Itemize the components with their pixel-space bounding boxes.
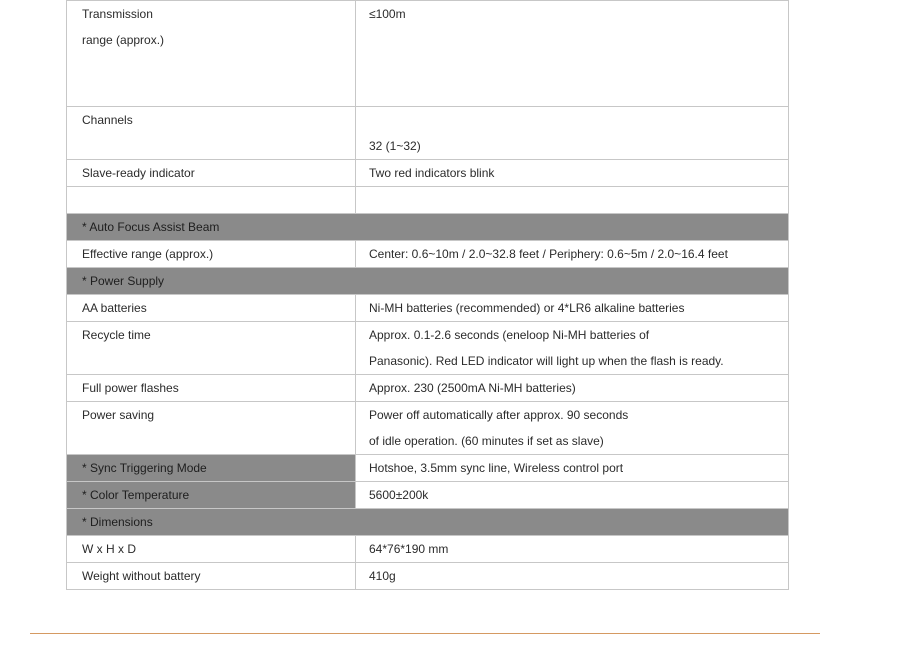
spec-row <box>67 563 789 590</box>
section-title <box>67 509 789 536</box>
spec-table-body <box>67 1 789 590</box>
section-title <box>67 268 789 295</box>
cell-line: range (approx.) <box>82 33 165 47</box>
cell-line: Transmission <box>82 7 153 21</box>
cell-line: Power off automatically after approx. 90 seconds <box>369 408 629 422</box>
cell-line: Panasonic). Red LED indicator will light up when the flash is ready. <box>369 354 724 368</box>
spec-row <box>67 187 789 214</box>
spec-row <box>67 295 789 322</box>
cell-line: Approx. 0.1-2.6 seconds (eneloop Ni-MH batteries of <box>369 328 650 342</box>
cell-line: Channels <box>82 113 133 127</box>
cell-line: Hotshoe, 3.5mm sync line, Wireless control port <box>369 461 624 475</box>
spec-value-cell <box>356 1 789 107</box>
spec-value-cell <box>356 107 789 160</box>
spec-value-cell <box>356 536 789 563</box>
cell-line: Center: 0.6~10m / 2.0~32.8 feet / Periphery: 0.6~5m / 2.0~16.4 feet <box>369 247 728 261</box>
cell-line: Full power flashes <box>82 381 179 395</box>
spec-value-cell <box>356 402 789 455</box>
spec-value-cell <box>356 241 789 268</box>
spec-row <box>67 107 789 160</box>
footer-rule <box>30 633 820 634</box>
cell-line: Two red indicators blink <box>369 166 495 180</box>
spec-row <box>67 1 789 107</box>
section-title-text: * Dimensions <box>82 515 153 529</box>
section-label-cell <box>67 455 356 482</box>
spec-value-cell <box>356 375 789 402</box>
section-title <box>67 214 789 241</box>
cell-line: 32 (1~32) <box>369 139 421 153</box>
spec-value-cell <box>356 455 789 482</box>
cell-line <box>82 187 355 213</box>
cell-line: AA batteries <box>82 301 147 315</box>
spec-row <box>67 241 789 268</box>
spec-label-cell <box>67 322 356 375</box>
cell-line: 5600±200k <box>369 488 429 502</box>
cell-line: * Sync Triggering Mode <box>82 461 207 475</box>
spec-value-cell <box>356 563 789 590</box>
spec-label-cell <box>67 375 356 402</box>
cell-line: 64*76*190 mm <box>369 542 449 556</box>
spec-label-cell <box>67 536 356 563</box>
spec-value-cell <box>356 322 789 375</box>
spec-row <box>67 375 789 402</box>
spec-row <box>67 482 789 509</box>
cell-line: Effective range (approx.) <box>82 247 214 261</box>
spec-row <box>67 455 789 482</box>
spec-label-cell <box>67 160 356 187</box>
spec-value-cell <box>356 482 789 509</box>
cell-line <box>369 107 788 133</box>
cell-line: Recycle time <box>82 328 151 342</box>
spec-label-cell <box>67 295 356 322</box>
spec-label-cell <box>67 107 356 160</box>
section-title-text: * Auto Focus Assist Beam <box>82 220 220 234</box>
cell-line: 410g <box>369 569 396 583</box>
cell-line: Approx. 230 (2500mA Ni-MH batteries) <box>369 381 576 395</box>
spec-value-cell <box>356 187 789 214</box>
spec-label-cell <box>67 563 356 590</box>
spec-row <box>67 536 789 563</box>
spec-row <box>67 402 789 455</box>
section-label-cell <box>67 482 356 509</box>
cell-line: W x H x D <box>82 542 136 556</box>
cell-line: Slave-ready indicator <box>82 166 195 180</box>
spec-label-cell <box>67 402 356 455</box>
spec-table <box>66 0 789 590</box>
spec-value-cell <box>356 160 789 187</box>
cell-line <box>369 187 788 213</box>
cell-line: ≤100m <box>369 7 406 21</box>
spec-value-cell <box>356 295 789 322</box>
section-header-row <box>67 214 789 241</box>
spec-row <box>67 322 789 375</box>
cell-line: Ni-MH batteries (recommended) or 4*LR6 alkaline batteries <box>369 301 685 315</box>
cell-line: Weight without battery <box>82 569 201 583</box>
section-header-row <box>67 509 789 536</box>
cell-line: Power saving <box>82 408 155 422</box>
spec-label-cell <box>67 1 356 107</box>
section-header-row <box>67 268 789 295</box>
section-title-text: * Power Supply <box>82 274 165 288</box>
spec-label-cell <box>67 241 356 268</box>
cell-line: * Color Temperature <box>82 488 190 502</box>
cell-line: of idle operation. (60 minutes if set as slave) <box>369 434 604 448</box>
spec-label-cell <box>67 187 356 214</box>
spec-row <box>67 160 789 187</box>
